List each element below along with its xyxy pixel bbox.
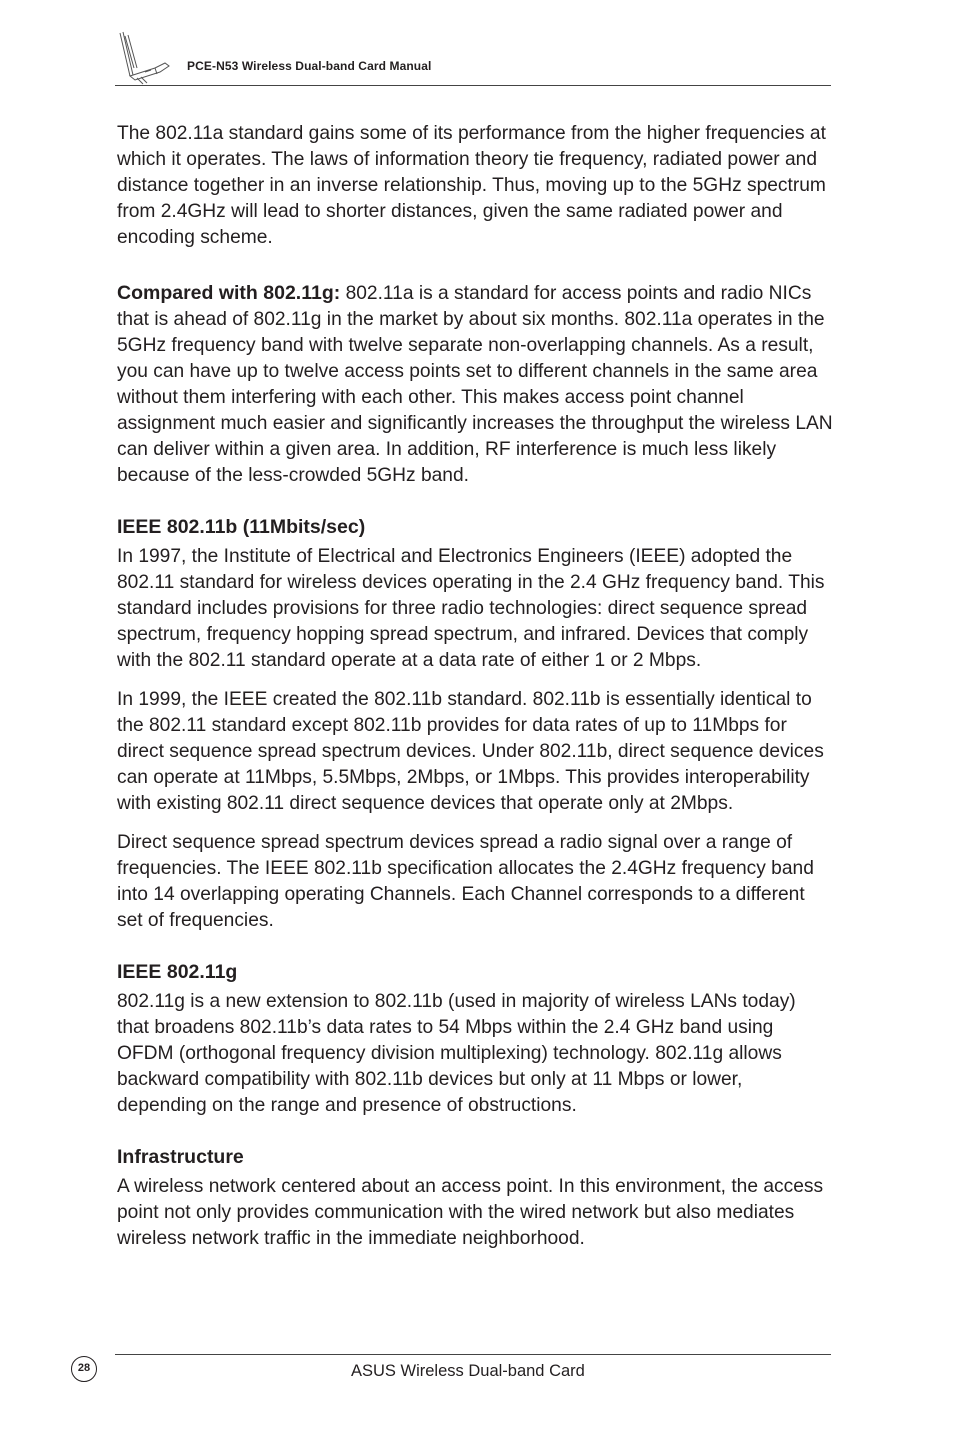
intro-paragraph: The 802.11a standard gains some of its performance from the higher frequencies at which it operates. The laws of information theory tie frequency, radiated power and distance together in an inverse relationship. Thus, moving up to the 5GHz spectrum from 2.4GHz will lead to shorter distances, given the same radiated power and encoding scheme. xyxy=(117,123,826,248)
wireless-card-icon xyxy=(115,28,175,88)
compared-paragraph xyxy=(117,280,833,489)
manual-title: PCE-N53 Wireless Dual-band Card Manual xyxy=(187,59,432,73)
section-paragraph: A wireless network centered about an access point. In this environment, the access point not only provides communication with the wired network but also mediates wireless network traffic in the immediate neighborhood. xyxy=(117,1176,824,1249)
header-divider xyxy=(115,85,831,86)
page-number: 28 xyxy=(71,1356,97,1382)
section-paragraph: In 1997, the Institute of Electrical and Electronics Engineers (IEEE) adopted the 802.11 standard for wireless devices operating in the 2.4 GHz frequency band. This standard includes provisions for three radio technologies: direct sequence spread spectrum, frequency hopping spread spectrum, and infrared. Devices that comply with the 802.11 standard operate at a data rate of either 1 or 2 Mbps. xyxy=(117,546,825,671)
section-paragraph: In 1999, the IEEE created the 802.11b standard. 802.11b is essentially identical to the 802.11 standard except 802.11b provides for data rates of up to 11Mbps for direct sequence spread spectrum devices. Under 802.11b, direct sequence devices can operate at 11Mbps, 5.5Mbps, 2Mbps, or 1Mbps. This provides interoperability with existing 802.11 direct sequence devices that operate only at 2Mbps. xyxy=(117,689,824,814)
section-heading-80211g: IEEE 802.11g xyxy=(117,961,238,983)
section-heading-infrastructure: Infrastructure xyxy=(117,1146,244,1168)
section-heading-80211b: IEEE 802.11b (11Mbits/sec) xyxy=(117,516,366,538)
compared-lead: Compared with 802.11g: xyxy=(117,282,341,304)
compared-text: 802.11a is a standard for access points and radio NICs that is ahead of 802.11g in the market by about six months. 802.11a operates in the 5GHz frequency band with twelve separate non-overlapping channels. As a result, you can have up to twelve access points set to different channels in the same area without them interfering with each other. This makes access point channel assignment much easier and significantly increases the throughput the wireless LAN can deliver within a given area. In addition, RF interference is much less likely because of the less-crowded 5GHz band. xyxy=(117,283,833,486)
footer-title: ASUS Wireless Dual-band Card xyxy=(351,1362,585,1380)
page-header xyxy=(115,28,831,88)
section-paragraph: Direct sequence spread spectrum devices spread a radio signal over a range of frequencies. The IEEE 802.11b specification allocates the 2.4GHz frequency band into 14 overlapping operating Channels. Each Channel corresponds to a different set of frequencies. xyxy=(117,832,814,931)
page-content xyxy=(117,121,833,1252)
section-paragraph: 802.11g is a new extension to 802.11b (used in majority of wireless LANs today) that broadens 802.11b’s data rates to 54 Mbps within the 2.4 GHz band using OFDM (orthogonal frequency division multiplexing) technology. 802.11g allows backward compatibility with 802.11b devices but only at 11 Mbps or lower, depending on the range and presence of obstructions. xyxy=(117,991,796,1116)
footer-divider xyxy=(115,1354,831,1355)
